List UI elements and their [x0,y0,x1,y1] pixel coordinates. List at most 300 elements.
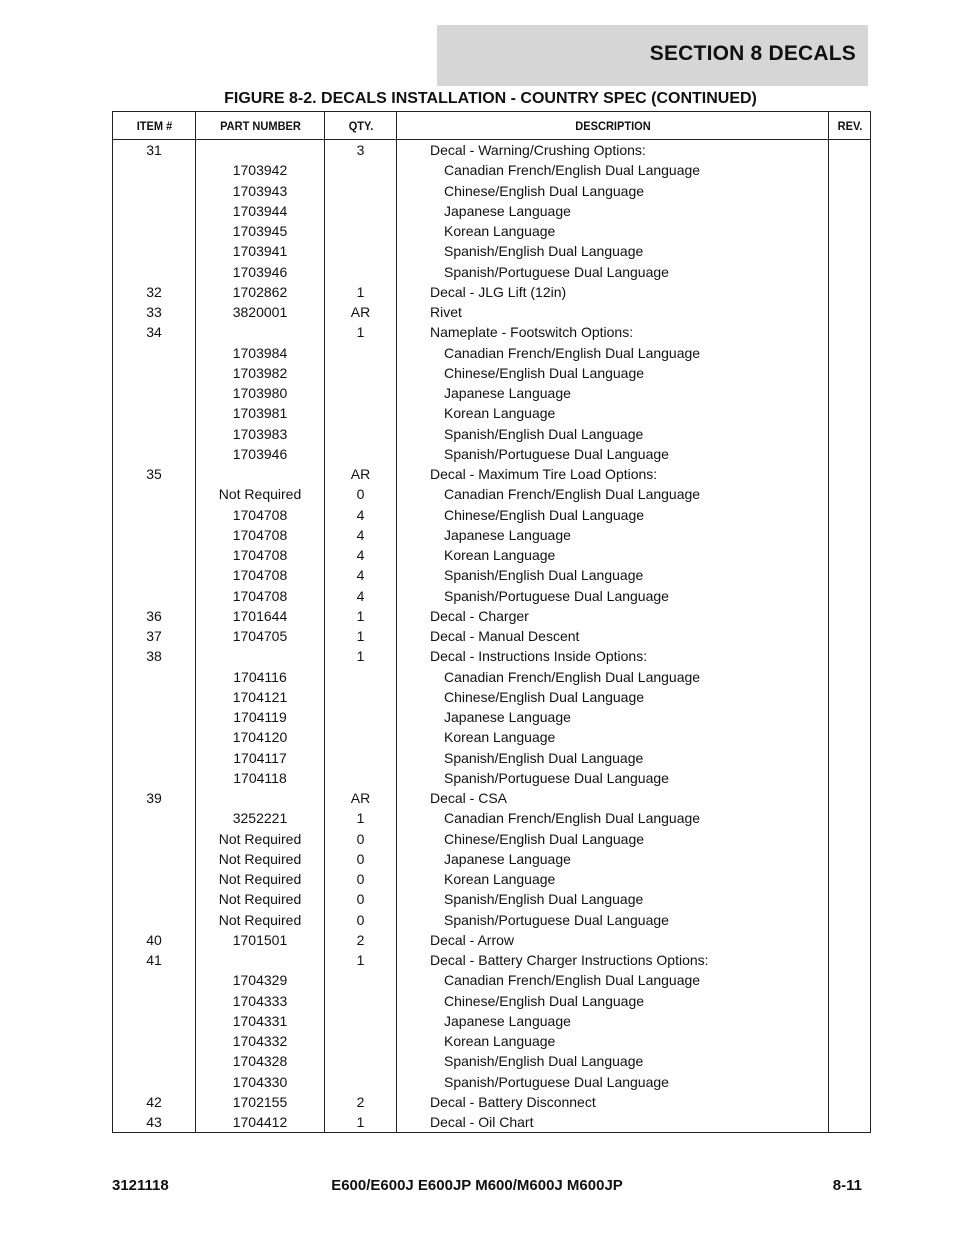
column-header-description: DESCRIPTION [414,112,811,140]
description-cell: Spanish/Portuguese Dual Language [397,586,829,606]
item-number-cell: 33 [113,302,196,322]
part-number-cell: 1702862 [196,282,325,302]
item-number-cell [113,241,196,261]
table-row [113,788,871,808]
revision-cell [829,849,871,869]
table-row [113,545,871,565]
table-row [113,889,871,909]
item-number-cell: 38 [113,646,196,666]
column-header-part-number: PART NUMBER [201,112,320,140]
table-row [113,869,871,889]
part-number-cell: 1704331 [196,1011,325,1031]
revision-cell [829,565,871,585]
quantity-cell [325,727,397,747]
quantity-cell [325,707,397,727]
table-row [113,403,871,423]
footer-page-number: 8-11 [832,1177,862,1194]
revision-cell [829,181,871,201]
table-row [113,1011,871,1031]
revision-cell [829,241,871,261]
quantity-cell [325,991,397,1011]
revision-cell [829,808,871,828]
item-number-cell [113,424,196,444]
table-row [113,646,871,666]
description-cell: Chinese/English Dual Language [397,181,829,201]
description-cell: Japanese Language [397,383,829,403]
quantity-cell: 3 [325,140,397,161]
description-cell: Canadian French/English Dual Language [397,808,829,828]
item-number-cell [113,748,196,768]
revision-cell [829,950,871,970]
part-number-cell: 1704332 [196,1031,325,1051]
quantity-cell [325,383,397,403]
table-row [113,586,871,606]
table-row [113,262,871,282]
quantity-cell [325,241,397,261]
table-row [113,241,871,261]
part-number-cell: Not Required [196,484,325,504]
part-number-cell: 1703982 [196,363,325,383]
item-number-cell: 36 [113,606,196,626]
item-number-cell [113,181,196,201]
description-cell: Japanese Language [397,849,829,869]
footer-model-list: E600/E600J E600JP M600/M600J M600JP [331,1177,623,1194]
quantity-cell: 1 [325,282,397,302]
part-number-cell: 1703944 [196,201,325,221]
table-row [113,484,871,504]
description-cell: Korean Language [397,727,829,747]
part-number-cell: 1704117 [196,748,325,768]
part-number-cell: Not Required [196,889,325,909]
description-cell: Decal - Oil Chart [397,1112,829,1133]
description-cell: Nameplate - Footswitch Options: [397,322,829,342]
item-number-cell [113,829,196,849]
section-header-band [437,25,868,86]
item-number-cell [113,586,196,606]
description-cell: Canadian French/English Dual Language [397,343,829,363]
part-number-cell: 1703981 [196,403,325,423]
part-number-cell [196,464,325,484]
part-number-cell: 1703980 [196,383,325,403]
quantity-cell [325,424,397,444]
revision-cell [829,525,871,545]
table-row [113,201,871,221]
part-number-cell: 1703942 [196,160,325,180]
quantity-cell: 4 [325,545,397,565]
description-cell: Rivet [397,302,829,322]
part-number-cell: Not Required [196,910,325,930]
table-row [113,1112,871,1133]
quantity-cell: 0 [325,829,397,849]
revision-cell [829,1031,871,1051]
revision-cell [829,748,871,768]
item-number-cell [113,363,196,383]
description-cell: Decal - Maximum Tire Load Options: [397,464,829,484]
description-cell: Spanish/English Dual Language [397,1051,829,1071]
description-cell: Japanese Language [397,707,829,727]
table-row [113,707,871,727]
part-number-cell [196,788,325,808]
quantity-cell: 0 [325,910,397,930]
quantity-cell: 1 [325,626,397,646]
table-row [113,606,871,626]
description-cell: Canadian French/English Dual Language [397,970,829,990]
part-number-cell: 1704328 [196,1051,325,1071]
quantity-cell [325,201,397,221]
revision-cell [829,930,871,950]
revision-cell [829,221,871,241]
revision-cell [829,991,871,1011]
quantity-cell: 0 [325,484,397,504]
description-cell: Spanish/English Dual Language [397,241,829,261]
quantity-cell [325,1031,397,1051]
quantity-cell [325,160,397,180]
quantity-cell: 1 [325,322,397,342]
quantity-cell: 4 [325,586,397,606]
table-row [113,221,871,241]
quantity-cell: AR [325,788,397,808]
revision-cell [829,606,871,626]
table-row [113,181,871,201]
item-number-cell [113,808,196,828]
quantity-cell [325,667,397,687]
revision-cell [829,687,871,707]
item-number-cell: 40 [113,930,196,950]
revision-cell [829,424,871,444]
item-number-cell [113,667,196,687]
part-number-cell: 3252221 [196,808,325,828]
part-number-cell: 3820001 [196,302,325,322]
description-cell: Canadian French/English Dual Language [397,667,829,687]
revision-cell [829,383,871,403]
description-cell: Spanish/Portuguese Dual Language [397,1072,829,1092]
table-row [113,1072,871,1092]
description-cell: Canadian French/English Dual Language [397,160,829,180]
revision-cell [829,829,871,849]
quantity-cell: 4 [325,505,397,525]
item-number-cell [113,1031,196,1051]
part-number-cell: Not Required [196,849,325,869]
revision-cell [829,464,871,484]
item-number-cell: 42 [113,1092,196,1112]
item-number-cell [113,201,196,221]
item-number-cell [113,221,196,241]
table-row [113,667,871,687]
quantity-cell [325,262,397,282]
item-number-cell [113,1051,196,1071]
quantity-cell: AR [325,302,397,322]
part-number-cell: 1704121 [196,687,325,707]
item-number-cell [113,343,196,363]
part-number-cell: Not Required [196,829,325,849]
table-row [113,829,871,849]
item-number-cell: 39 [113,788,196,808]
item-number-cell: 41 [113,950,196,970]
description-cell: Decal - Arrow [397,930,829,950]
revision-cell [829,586,871,606]
table-row [113,363,871,383]
revision-cell [829,1072,871,1092]
item-number-cell [113,768,196,788]
part-number-cell: 1704120 [196,727,325,747]
table-row [113,950,871,970]
part-number-cell: 1702155 [196,1092,325,1112]
table-row [113,565,871,585]
quantity-cell [325,1072,397,1092]
item-number-cell [113,1011,196,1031]
part-number-cell: 1704116 [196,667,325,687]
item-number-cell [113,262,196,282]
description-cell: Decal - Battery Disconnect [397,1092,829,1112]
description-cell: Decal - Warning/Crushing Options: [397,140,829,161]
part-number-cell: Not Required [196,869,325,889]
table-row [113,302,871,322]
part-number-cell: 1701501 [196,930,325,950]
description-cell: Decal - Manual Descent [397,626,829,646]
table-row [113,808,871,828]
column-header-rev: REV. [830,112,869,140]
table-row [113,970,871,990]
quantity-cell [325,1011,397,1031]
part-number-cell: 1704333 [196,991,325,1011]
item-number-cell: 43 [113,1112,196,1133]
table-row [113,343,871,363]
quantity-cell: AR [325,464,397,484]
description-cell: Canadian French/English Dual Language [397,484,829,504]
quantity-cell [325,1051,397,1071]
description-cell: Chinese/English Dual Language [397,687,829,707]
description-cell: Decal - Battery Charger Instructions Options: [397,950,829,970]
revision-cell [829,302,871,322]
revision-cell [829,545,871,565]
description-cell: Decal - JLG Lift (12in) [397,282,829,302]
item-number-cell: 31 [113,140,196,161]
revision-cell [829,768,871,788]
item-number-cell: 35 [113,464,196,484]
revision-cell [829,646,871,666]
revision-cell [829,363,871,383]
part-number-cell: 1704708 [196,525,325,545]
revision-cell [829,282,871,302]
revision-cell [829,1051,871,1071]
item-number-cell [113,565,196,585]
description-cell: Decal - Charger [397,606,829,626]
part-number-cell: 1704708 [196,545,325,565]
revision-cell [829,626,871,646]
description-cell: Spanish/Portuguese Dual Language [397,910,829,930]
revision-cell [829,322,871,342]
table-row [113,768,871,788]
item-number-cell [113,160,196,180]
revision-cell [829,910,871,930]
table-row [113,748,871,768]
part-number-cell: 1703941 [196,241,325,261]
quantity-cell: 0 [325,849,397,869]
quantity-cell [325,687,397,707]
revision-cell [829,343,871,363]
part-number-cell: 1704705 [196,626,325,646]
quantity-cell [325,970,397,990]
part-number-cell: 1704708 [196,586,325,606]
item-number-cell [113,403,196,423]
table-row [113,930,871,950]
item-number-cell [113,525,196,545]
quantity-cell: 1 [325,1112,397,1133]
item-number-cell [113,484,196,504]
part-number-cell [196,322,325,342]
revision-cell [829,140,871,161]
parts-table-body [113,140,871,1133]
description-cell: Spanish/English Dual Language [397,889,829,909]
revision-cell [829,444,871,464]
quantity-cell [325,748,397,768]
table-row [113,525,871,545]
part-number-cell: 1703946 [196,444,325,464]
description-cell: Spanish/English Dual Language [397,424,829,444]
quantity-cell: 1 [325,606,397,626]
revision-cell [829,484,871,504]
quantity-cell [325,221,397,241]
table-row [113,322,871,342]
item-number-cell [113,1072,196,1092]
table-row [113,505,871,525]
item-number-cell [113,849,196,869]
description-cell: Decal - Instructions Inside Options: [397,646,829,666]
item-number-cell [113,383,196,403]
quantity-cell [325,444,397,464]
revision-cell [829,1011,871,1031]
parts-table [112,111,871,1133]
quantity-cell: 1 [325,646,397,666]
table-row [113,383,871,403]
table-row [113,424,871,444]
revision-cell [829,1112,871,1133]
revision-cell [829,505,871,525]
description-cell: Japanese Language [397,201,829,221]
table-row [113,140,871,161]
part-number-cell: 1703984 [196,343,325,363]
item-number-cell [113,687,196,707]
part-number-cell: 1703945 [196,221,325,241]
description-cell: Korean Language [397,403,829,423]
item-number-cell [113,444,196,464]
part-number-cell: 1704708 [196,565,325,585]
column-header-qty: QTY. [327,112,393,140]
revision-cell [829,1092,871,1112]
item-number-cell: 32 [113,282,196,302]
table-row [113,849,871,869]
revision-cell [829,667,871,687]
quantity-cell: 2 [325,1092,397,1112]
quantity-cell [325,181,397,201]
part-number-cell: 1703983 [196,424,325,444]
quantity-cell: 0 [325,869,397,889]
description-cell: Korean Language [397,1031,829,1051]
table-row [113,991,871,1011]
part-number-cell: 1703943 [196,181,325,201]
quantity-cell: 4 [325,565,397,585]
table-row [113,727,871,747]
revision-cell [829,889,871,909]
revision-cell [829,403,871,423]
description-cell: Korean Language [397,221,829,241]
description-cell: Chinese/English Dual Language [397,505,829,525]
column-header-item: ITEM # [116,112,192,140]
description-cell: Spanish/Portuguese Dual Language [397,262,829,282]
quantity-cell: 1 [325,808,397,828]
revision-cell [829,727,871,747]
quantity-cell [325,343,397,363]
item-number-cell [113,970,196,990]
item-number-cell [113,727,196,747]
description-cell: Chinese/English Dual Language [397,991,829,1011]
item-number-cell [113,889,196,909]
description-cell: Spanish/Portuguese Dual Language [397,444,829,464]
revision-cell [829,869,871,889]
table-row [113,160,871,180]
description-cell: Chinese/English Dual Language [397,829,829,849]
item-number-cell [113,505,196,525]
description-cell: Korean Language [397,869,829,889]
table-header-row [113,112,871,140]
description-cell: Spanish/English Dual Language [397,565,829,585]
quantity-cell: 0 [325,889,397,909]
quantity-cell [325,363,397,383]
description-cell: Decal - CSA [397,788,829,808]
section-title: SECTION 8 DECALS [649,42,856,65]
table-row [113,626,871,646]
description-cell: Spanish/Portuguese Dual Language [397,768,829,788]
part-number-cell: 1703946 [196,262,325,282]
revision-cell [829,707,871,727]
quantity-cell [325,403,397,423]
revision-cell [829,970,871,990]
table-row [113,1051,871,1071]
part-number-cell [196,950,325,970]
figure-title: FIGURE 8-2. DECALS INSTALLATION - COUNTRY SPEC (CONTINUED) [224,90,757,107]
table-row [113,910,871,930]
footer-document-number: 3121118 [112,1177,169,1194]
revision-cell [829,262,871,282]
revision-cell [829,788,871,808]
revision-cell [829,201,871,221]
table-row [113,687,871,707]
quantity-cell: 1 [325,950,397,970]
item-number-cell [113,869,196,889]
description-cell: Korean Language [397,545,829,565]
item-number-cell: 37 [113,626,196,646]
part-number-cell: 1701644 [196,606,325,626]
part-number-cell [196,646,325,666]
quantity-cell: 2 [325,930,397,950]
part-number-cell: 1704119 [196,707,325,727]
part-number-cell: 1704329 [196,970,325,990]
revision-cell [829,160,871,180]
description-cell: Spanish/English Dual Language [397,748,829,768]
part-number-cell: 1704330 [196,1072,325,1092]
part-number-cell: 1704708 [196,505,325,525]
quantity-cell: 4 [325,525,397,545]
description-cell: Japanese Language [397,525,829,545]
item-number-cell [113,707,196,727]
quantity-cell [325,768,397,788]
part-number-cell: 1704118 [196,768,325,788]
table-row [113,282,871,302]
table-row [113,444,871,464]
item-number-cell [113,545,196,565]
part-number-cell: 1704412 [196,1112,325,1133]
part-number-cell [196,140,325,161]
